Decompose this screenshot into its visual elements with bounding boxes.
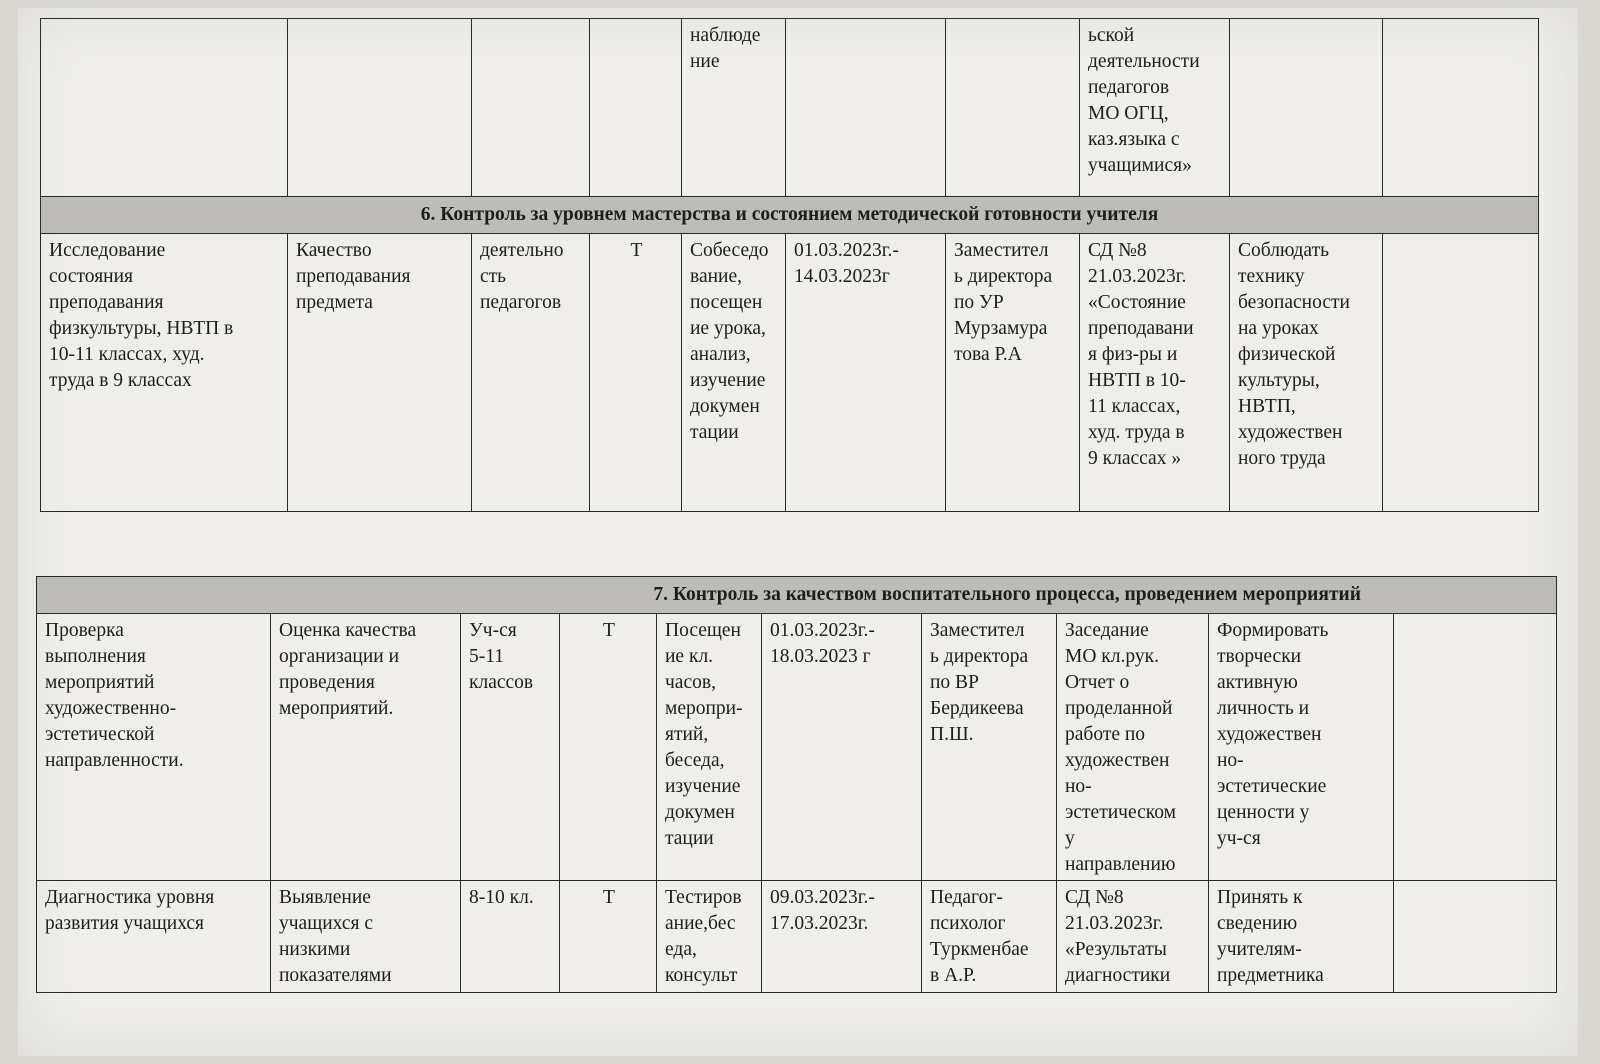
cell-decision: Принять к сведению учителям- предметника xyxy=(1209,881,1394,993)
cell-review: ьской деятельности педагогов МО ОГЦ, каз.языка с учащимися» xyxy=(1080,19,1230,197)
cell-method: наблюде ние xyxy=(682,19,786,197)
cell-review: Заседание МО кл.рук. Отчет о проделанной работе по художествен но- эстетическом у направлению xyxy=(1057,614,1209,881)
cell-method: Тестиров ание,бес еда, консульт xyxy=(657,881,762,993)
cell-type: Т xyxy=(590,234,682,512)
cell-dates: 01.03.2023г.- 14.03.2023г xyxy=(786,234,946,512)
cell-review: СД №8 21.03.2023г. «Состояние преподавани я физ-ры и НВТП в 10- 11 классах, худ. труда в 9 классах » xyxy=(1080,234,1230,512)
table-row xyxy=(41,234,1539,512)
section-header-row xyxy=(41,197,1539,234)
table-row xyxy=(37,614,1557,881)
cell-type: Т xyxy=(560,614,657,881)
cell-subject: Уч-ся 5-11 классов xyxy=(461,614,560,881)
cell-review: СД №8 21.03.2023г. «Результаты диагностики xyxy=(1057,881,1209,993)
cell-method: Посещен ие кл. часов, меропри- ятий, беседа, изучение докумен тации xyxy=(657,614,762,881)
cell-purpose: Выявление учащихся с низкими показателями xyxy=(271,881,461,993)
cell-object: Исследование состояния преподавания физкультуры, НВТП в 10-11 классах, худ. труда в 9 классах xyxy=(41,234,288,512)
cell-subject: деятельно сть педагогов xyxy=(472,234,590,512)
cell-purpose: Качество преподавания предмета xyxy=(288,234,472,512)
cell-object: Проверка выполнения мероприятий художественно- эстетической направленности. xyxy=(37,614,271,881)
section-7-title: 7. Контроль за качеством воспитательного процесса, проведением мероприятий xyxy=(37,577,1557,614)
cell-decision: Соблюдать технику безопасности на уроках физической культуры, НВТП, художествен ного труда xyxy=(1230,234,1383,512)
cell-subject: 8-10 кл. xyxy=(461,881,560,993)
cell-object: Диагностика уровня развития учащихся xyxy=(37,881,271,993)
cell-object xyxy=(41,19,288,197)
cell-responsible: Заместител ь директора по УР Мурзамура това Р.А xyxy=(946,234,1080,512)
cell-dates: 01.03.2023г.- 18.03.2023 г xyxy=(762,614,922,881)
cell-responsible xyxy=(946,19,1080,197)
section-header-row xyxy=(37,577,1557,614)
cell-responsible: Педагог- психолог Туркменбае в А.Р. xyxy=(922,881,1057,993)
cell-decision xyxy=(1230,19,1383,197)
cell-dates xyxy=(786,19,946,197)
cell-responsible: Заместител ь директора по ВР Бердикеева П.Ш. xyxy=(922,614,1057,881)
table-row xyxy=(37,881,1557,993)
cell-decision: Формировать творчески активную личность и художествен но- эстетические ценности у уч-ся xyxy=(1209,614,1394,881)
cell-purpose xyxy=(288,19,472,197)
cell-subject xyxy=(472,19,590,197)
cell-purpose: Оценка качества организации и проведения мероприятий. xyxy=(271,614,461,881)
cell-dates: 09.03.2023г.- 17.03.2023г. xyxy=(762,881,922,993)
cell-note xyxy=(1394,881,1557,993)
cell-note xyxy=(1394,614,1557,881)
table-row xyxy=(41,19,1539,197)
cell-note xyxy=(1383,19,1539,197)
section-6-title: 6. Контроль за уровнем мастерства и состоянием методической готовности учителя xyxy=(41,197,1539,234)
control-plan-table-part-2 xyxy=(36,576,1557,993)
cell-type: Т xyxy=(560,881,657,993)
cell-type xyxy=(590,19,682,197)
control-plan-table-part-1 xyxy=(40,18,1539,512)
cell-note xyxy=(1383,234,1539,512)
cell-method: Собеседо вание, посещен ие урока, анализ, изучение докумен тации xyxy=(682,234,786,512)
